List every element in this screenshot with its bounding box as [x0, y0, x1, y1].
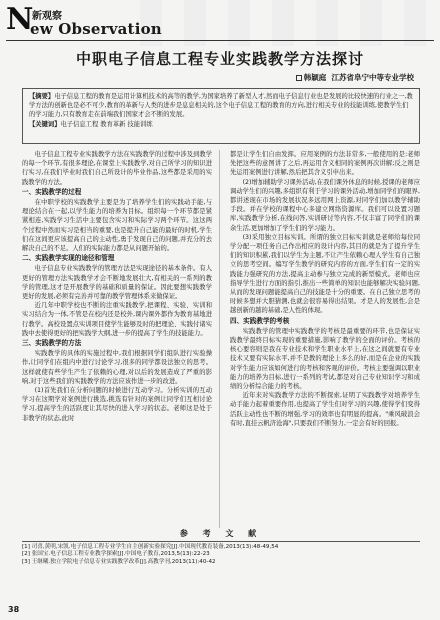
- reference-item: [1] 司喜,黄明,宋凯.电子信息工程专业学生自主创新实验探究[J].中国现代教育装备,2013(13):48-49,54: [22, 543, 279, 550]
- keywords-text: 电子信息工程 教育革新 技能训练: [60, 121, 153, 128]
- page-number: 38: [8, 605, 20, 614]
- paragraph: 实践教学的具体的实施过程中,我们根据同学们组队进行实验操作,让同学们在组内中进行讨论学习,很多的同学都设法独立的思考。这样就使有些学生产生了依赖的心理,对以后的发展造成了严重的影响,对于这些我们的实践教学的方法应该作进一步的改进。: [22, 350, 212, 385]
- reference-item: [2] 张国宝.电子信息工程专业教学探索[J].中国电子教育,2013,5(13):22-23: [22, 551, 210, 558]
- article-title: 中职电子信息工程专业实践教学方法探讨: [75, 50, 364, 68]
- author: 韩颖庭: [303, 73, 327, 82]
- section-heading: 一、实践教学的过程: [22, 187, 82, 196]
- section-heading: 三、实践教学的方法: [22, 339, 82, 348]
- affiliation: 江苏省阜宁中等专业学校: [331, 73, 414, 82]
- column-divider: [219, 150, 220, 528]
- paragraph: 电子信息专业实践教学的管理方法是实现途径的基本条件。有人更好的管理方法实践教学才会不断地发展壮大,有相关的一系列的教学的管理,这才是开展教学的基础和质量的保证。因此要想实践教学更好的发展,必须有完善并可靠的教学管理体系来做保证。: [22, 265, 212, 301]
- paragraph: (2)增加辅助学习课外活动,在我们课外休息的时候,授课的老师应调动学生们的兴趣,多组织有利于学习的课外活动,增加同学们的眼界,都讲述现在市场的发展状况多远用网上资源,对同学们加以教学辅助手段。并在学校的课程中心多建立网络资源库。我们可以设置习题库,实践教学分析,在线问答,实训研讨等内容,不仅丰富了同学们的课余生活,更加增加了学生们的学习能力。: [230, 178, 420, 232]
- keywords-label: 【关键词】: [29, 121, 61, 128]
- section-heading: 二、实践教学实现的途径和管理: [22, 254, 115, 263]
- paragraph: (1)首先我们在分析问题的时候进行互动学习。分析实训的互动学习在这期学对案例进行挑选,挑选有针对的案例让同学们互相讨论学习,提高学生的活跃度让其尽快的进入学习的状态。老师这是处于非教学的状态,此时: [22, 387, 212, 422]
- right-column: [230, 150, 420, 428]
- keywords: [29, 120, 413, 129]
- paragraph: 近年来对实践教学方法的不断探索,证明了实践教学对培养学生动手能力起着重要作用,也提高了学生们对学习的兴趣,使得学们变得活跃主动性也不断的增强,学习的效率也有明显的提高。"乘风破浪会有时,直挂云帆济沧海",只要我们不断努力,一定会有好的回报。: [230, 392, 420, 427]
- section-heading: 四、实践教学的考核: [230, 316, 290, 325]
- paragraph: 电子信息工程专业实践教学方法在实践教学的过程中涉及到教学的每一个环节,有很多理论,在课堂上实践教学,对自己所学习的知识进行实习,在我们毕业时我们自己所设计的毕业作品,这些都是采用的实践教学的方法。: [22, 151, 212, 186]
- byline: [296, 72, 414, 83]
- references-divider: [22, 541, 420, 542]
- column-name-cn: 新观察: [32, 11, 62, 22]
- references-title: 参 考 文 献: [179, 529, 263, 538]
- abstract-text: 电子信息工程的教育是运用计算机技术的高等的教学,为国家培养了新型人才,然而电子信息行业也是发展的比较快速的行业之一,教学方法的创新也是必不可少,教育的革新与人类的进步是息息相关的,这个电子信息工程的教育的方向,进行相关专业的技能训练,使教学生们的学习能力,只有教育走在前端我们国家才会不断的发展。: [29, 93, 413, 118]
- column-name-en: ew Observation: [30, 20, 162, 38]
- paragraph: 近几年中职学校也不断的注重实践教学,把课程、实验、实训和实习结合为一体,不管是在校内还是校外,课内课外都作为教育基地进行教学。高校设置点实训项目使学生能够及时的把理论、实践付诸实践中去使得更好的把实践学大纲,进一步的提高了学生的技能能力。: [22, 302, 212, 337]
- reference-item: [3] 王继曦.独立学院电子信息专业实践教学改革[J].高教学刊,2013(11):40-42: [22, 558, 216, 565]
- column-logo-letter: N: [6, 2, 34, 37]
- column-header: [6, 4, 434, 42]
- square-icon: [296, 75, 302, 81]
- abstract: [29, 92, 413, 119]
- header-divider: [6, 40, 434, 41]
- paragraph: 都是让学生们自由发挥。应用案例的方法非常多,一般使用的是:老师先把这些的意图讲了之后,再运用含义相同的案例再次讲解;反之则是先运用案例进行讲解,然后把其含义引申出来。: [230, 151, 420, 177]
- abstract-box: [22, 88, 420, 144]
- references: [22, 530, 420, 566]
- paragraph: 在中职学校的实践教学主要是为了培养学生们的实践动手能,与理论结合在一起,以学生能力的培养为目标。组织每一个环节都是紧紧相连,实践学习生活中主要包含实习和实际学习两个环节。这这两个过程中然而实习是相当的重要,也是提升自己能的最好的时机,学生们在这间更应该提高自己的主动性,勇于发现自己的问题,并充分的去解决自己的不足。人们的实际能力都是从问题开始的。: [22, 199, 212, 253]
- paragraph: 实践教学的管理中实践教学的考核是最重要的环节,也是保证实践教学最终目标实现的重要措施,影响了教学的全面的评价。考核的核心要容则是我在专业技术和学生职业水平上,在这之间就要有专业技术又要有实际水平,并不是教的理论上多么的好,而是在企业的实践对学生能力应该如何进行的考核和客观的评价。考核主要强调以职业能力的培养为目标,进行一系列的考试,都是对自己专业知识学习和成绩的分析综合能力的考核。: [230, 327, 420, 391]
- abstract-label: 【摘要】: [29, 93, 55, 100]
- left-column: [22, 150, 212, 423]
- paragraph: (3)采用独立目标实训。所谓的独立目标实训就是老师给每位同学分配一项任务自己作出相应的设计内容,其目的就是为了提升学生们的知识积累,我们以学生为主题,不让产生依赖心理人学生有自己独立的思考空间。编写学生教学的研究内容的方面,学生们有一定的实践能力强研究的方法,提高主动参与独立完成的新型模式。老师也应指导学生进行方面的指引,推出一些简单的知识也能够解决实验问题,从而的发现问题能提高自己的技能是十分的重要。在自己独立思考的时候多想并大胆猜测,也就会很容易得出结果。才是人的发展性,会是越创新的越的基础,是人性的体现。: [230, 233, 420, 315]
